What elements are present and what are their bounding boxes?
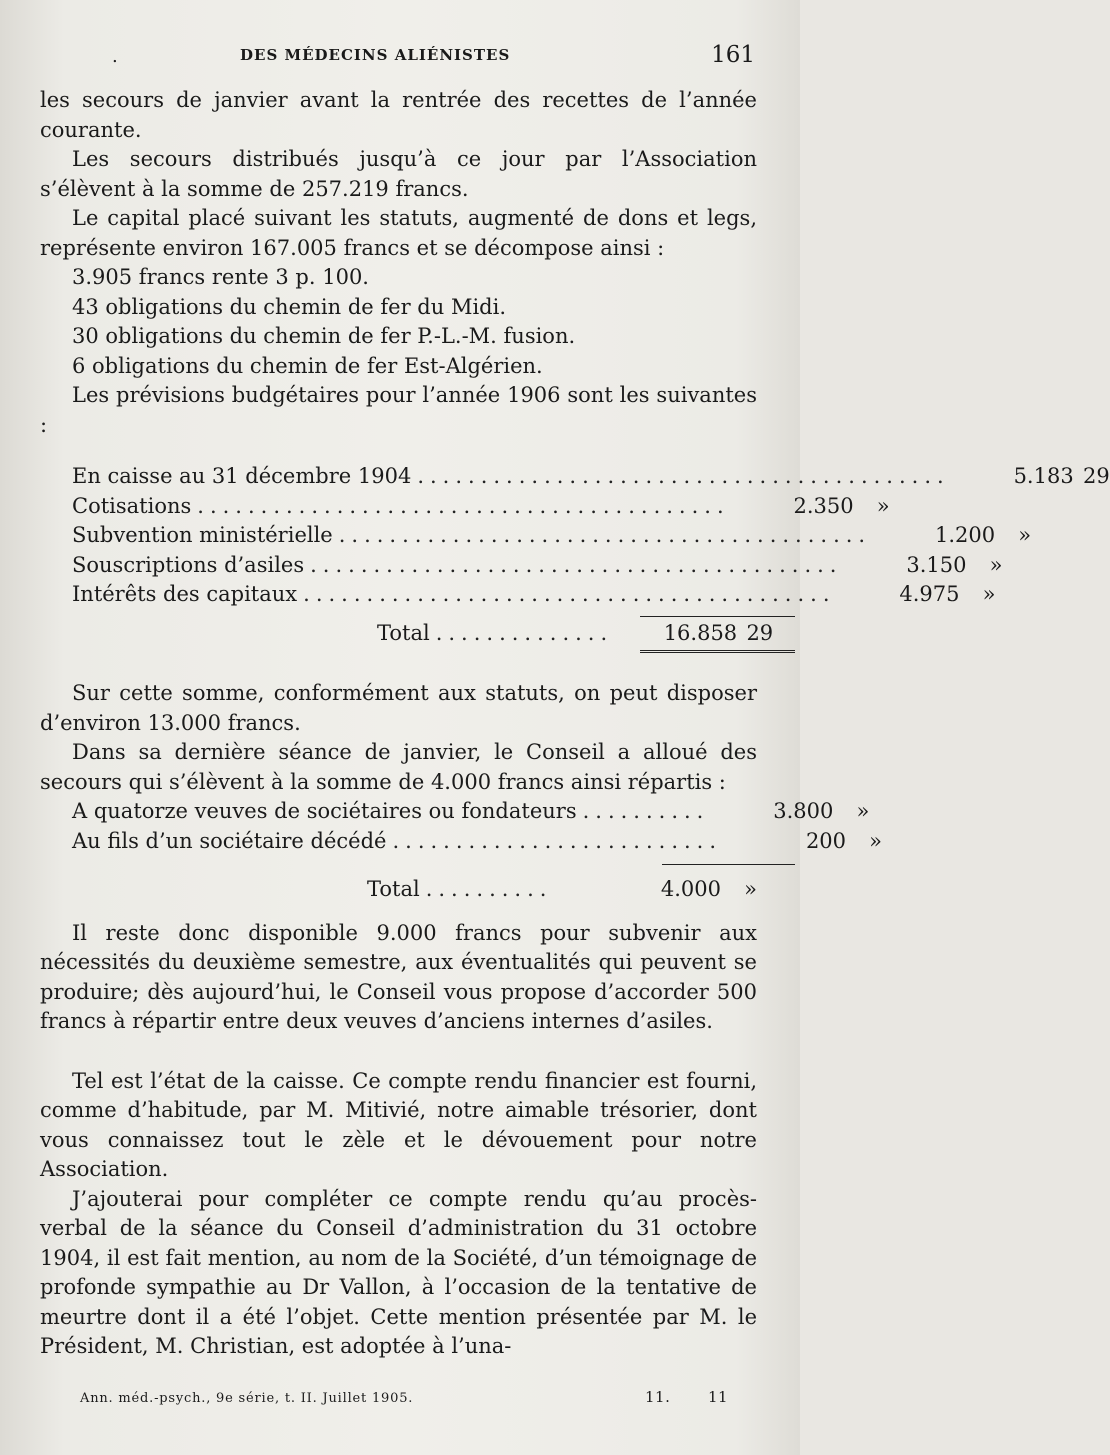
running-title: DES MÉDECINS ALIÉNISTES — [240, 46, 511, 64]
leader-dots: .......................................... — [197, 493, 730, 518]
allocation-label: Au fils d’un sociétaire décédé — [72, 828, 387, 853]
allocation-total-amount: 4.000 — [660, 877, 721, 901]
header-dot: . — [112, 46, 118, 67]
page-body — [40, 86, 1110, 1362]
leader-dots: .............. — [435, 620, 614, 645]
running-head — [40, 40, 755, 70]
budget-row — [40, 551, 1003, 581]
paragraph-disponible: Il reste donc disponible 9.000 francs pour subvenir aux nécessités du deuxième semestre, aux éventualités qui peuvent se produire; dès aujourd’hui, le Conseil vous propose d’accorder 500 francs à répartir entre deux veuves d’anciens internes d’asiles. — [40, 920, 757, 1033]
capital-item: 43 obligations du chemin de fer du Midi. — [72, 294, 506, 319]
paragraph-seance: Dans sa dernière séance de janvier, le Conseil a alloué des secours qui s’élèvent à la somme de 4.000 francs ainsi répartis : — [40, 740, 757, 794]
budget-label: Cotisations — [72, 493, 192, 518]
paragraph-secours: Les secours distribués jusqu’à ce jour par l’Association s’élèvent à la somme de 257.219 francs. — [40, 147, 757, 201]
signature-mark: 11. — [645, 1388, 671, 1406]
paragraph-etat-caisse: Tel est l’état de la caisse. Ce compte rendu financier est fourni, comme d’habitude, par M. Mitivié, notre aimable trésorier, dont vous connaissez tout le zèle et le dévouement pour notre Association. — [40, 1068, 757, 1181]
allocation-total-label: Total — [367, 877, 420, 901]
budget-row — [40, 521, 1032, 551]
paragraph-disposer: Sur cette somme, conformément aux statuts, on peut disposer d’environ 13.000 francs. — [40, 681, 757, 735]
leader-dots: .......................................... — [310, 552, 843, 577]
paragraph-proces-verbal: J’ajouterai pour compléter ce compte rendu qu’au procès-verbal de la séance du Conseil d’administration du 31 octobre 1904, il est fait mention, au nom de la Société, d’un témoignage de profonde sympathie au Dr Vallon, à l’occasion de la tentative de meurtre dont il a été l’objet. Cette mention présentée par M. le Président, M. Christian, est adoptée à l’una- — [40, 1186, 757, 1358]
allocation-amount: 3.800 — [773, 799, 834, 823]
budget-label: Subvention ministérielle — [72, 523, 333, 547]
capital-item: 30 obligations du chemin de fer P.-L.-M. fusion. — [72, 324, 576, 348]
budget-label: Souscriptions d’asiles — [72, 552, 305, 577]
budget-total-label: Total — [377, 620, 430, 645]
signature-mark-repeat: 11 — [708, 1388, 729, 1406]
budget-amount: 1.200 — [934, 523, 996, 547]
budget-amount: 3.150 — [906, 552, 967, 577]
sum-rule — [662, 864, 795, 865]
capital-item: 3.905 francs rente 3 p. 100. — [72, 265, 369, 289]
budget-amount: 2.350 — [793, 493, 854, 518]
allocation-amount: 200 — [805, 828, 847, 853]
spacer — [40, 905, 757, 919]
leader-dots: .......................................... — [417, 464, 950, 488]
budget-total-row — [40, 619, 774, 649]
budget-cents: » — [982, 582, 996, 606]
sum-rule — [640, 616, 795, 617]
allocation-row — [40, 797, 870, 827]
allocation-cents: » — [856, 799, 870, 823]
budget-cents: 29 — [1082, 464, 1110, 488]
budget-label: En caisse au 31 décembre 1904 — [72, 464, 412, 488]
allocation-total-row — [40, 875, 757, 905]
paragraph-previsions: Les prévisions budgétaires pour l’année 1906 sont les suivantes : — [40, 383, 757, 437]
budget-amount: 5.183 — [1013, 464, 1074, 488]
footer-citation: Ann. méd.-psych., 9e série, t. II. Juillet 1905. — [80, 1391, 414, 1406]
allocation-label: A quatorze veuves de sociétaires ou fondateurs — [72, 799, 577, 823]
budget-row — [40, 462, 1110, 492]
spacer — [40, 657, 757, 679]
budget-total-cents: 29 — [746, 620, 774, 645]
page-footer — [80, 1388, 730, 1406]
budget-table — [40, 462, 1110, 657]
leader-dots: .......... — [425, 877, 553, 901]
budget-cents: » — [989, 552, 1003, 577]
allocation-total-cents: » — [744, 877, 757, 901]
leader-dots: .......................................... — [338, 523, 872, 547]
spacer — [40, 1037, 757, 1067]
allocation-table — [40, 797, 883, 905]
leader-dots: .......................... — [392, 828, 723, 853]
budget-row — [40, 580, 996, 610]
budget-label: Intérêts des capitaux — [72, 582, 298, 606]
leader-dots: .......................................... — [303, 582, 836, 606]
paragraph-continuation: les secours de janvier avant la rentrée des recettes de l’année courante. — [40, 88, 757, 142]
budget-cents: » — [876, 493, 890, 518]
leader-dots: .......... — [582, 799, 710, 823]
allocation-cents: » — [869, 828, 883, 853]
spacer — [40, 440, 757, 462]
total-double-rule — [640, 650, 795, 657]
budget-amount: 4.975 — [899, 582, 960, 606]
budget-cents: » — [1018, 523, 1032, 547]
paragraph-capital: Le capital placé suivant les statuts, augmenté de dons et legs, représente environ 167.005 francs et se décompose ainsi : — [40, 206, 757, 260]
budget-row — [40, 492, 890, 522]
page-number: 161 — [711, 42, 755, 68]
allocation-row — [40, 827, 883, 857]
capital-item: 6 obligations du chemin de fer Est-Algérien. — [72, 353, 543, 378]
budget-total-amount: 16.858 — [663, 620, 738, 645]
